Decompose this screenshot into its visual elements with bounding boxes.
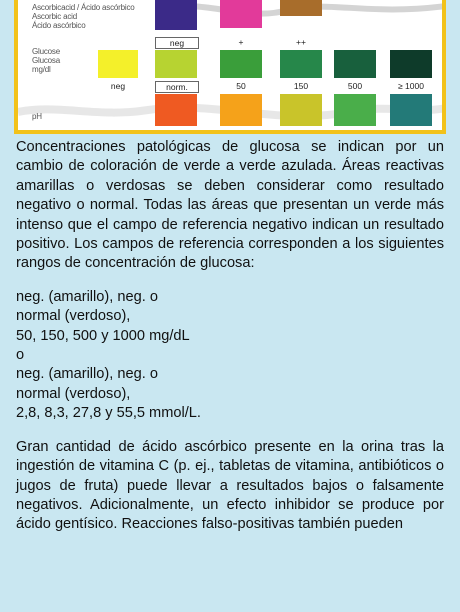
glucose-value-150: 150	[293, 81, 309, 91]
glucose-swatch-50	[220, 50, 262, 78]
ph-swatch-1	[155, 94, 197, 126]
ascorbic-label-3: Ácido ascórbico	[32, 21, 86, 30]
list-line: neg. (amarillo), neg. o	[16, 366, 158, 383]
ascorbic-value-plus: +	[238, 37, 244, 47]
glucose-swatch-500	[334, 50, 376, 78]
paragraph-ascorbic-interference: Gran cantidad de ácido ascórbico presente en la orina tras la ingestión de vitamina C (p. ej., tabletas de vitamina, antibióticos o jugos de fruta) puede llevar a resultados bajos o falsamente negativos. Adicionalmente, un efecto inhibidor se produce por ácido gentísico. Reacciones falso-positivas también pueden	[16, 438, 444, 533]
glucose-value-norm: norm.	[155, 81, 199, 93]
ph-swatch-5	[390, 94, 432, 126]
glucose-label-1: Glucose	[32, 47, 60, 56]
color-chart	[14, 0, 446, 134]
glucose-swatch-neg	[98, 50, 138, 78]
list-line: normal (verdoso),	[16, 308, 131, 325]
body-text	[16, 138, 444, 535]
ascorbic-swatch-plus	[220, 0, 262, 28]
ascorbic-swatch-plusplus	[280, 0, 322, 16]
ascorbic-swatch-neg	[155, 0, 197, 30]
ascorbic-value-plusplus: ++	[296, 37, 306, 47]
glucose-swatch-1000	[390, 50, 432, 78]
ph-label: pH	[32, 112, 42, 121]
glucose-value-1000: ≥ 1000	[398, 81, 424, 91]
ascorbic-label-2: Ascorbic acid	[32, 12, 77, 21]
glucose-label-2: Glucosa	[32, 56, 60, 65]
list-line: 2,8, 8,3, 27,8 y 55,5 mmol/L.	[16, 405, 201, 422]
paragraph-glucose-interpretation: Concentraciones patológicas de glucosa se indican por un cambio de coloración de verde a verde azulada. Áreas reactivas amarillas o verdosas se deben considerar como resultado negativo o normal. Todas las áreas que presentan un verde más intenso que el campo de referencia negativo indican un resultado positivo. Los campos de referencia corresponden a los siguientes rangos de concentración de glucosa:	[16, 139, 444, 272]
glucose-label-3: mg/dl	[32, 65, 51, 74]
ph-swatch-3	[280, 94, 322, 126]
glucose-value-neg: neg	[110, 81, 126, 91]
ascorbic-value-neg: neg	[155, 37, 199, 49]
glucose-swatch-150	[280, 50, 322, 78]
list-line: normal (verdoso),	[16, 385, 131, 402]
list-line: neg. (amarillo), neg. o	[16, 288, 158, 305]
glucose-value-50: 50	[236, 81, 246, 91]
ph-swatch-4	[334, 94, 376, 126]
ph-swatch-2	[220, 94, 262, 126]
ascorbic-label-1: Ascorbicacid / Ácido ascórbico	[32, 3, 135, 12]
list-line: 50, 150, 500 y 1000 mg/dL	[16, 327, 190, 344]
glucose-swatch-norm	[155, 50, 197, 78]
glucose-value-500: 500	[347, 81, 363, 91]
list-line: o	[16, 347, 25, 364]
